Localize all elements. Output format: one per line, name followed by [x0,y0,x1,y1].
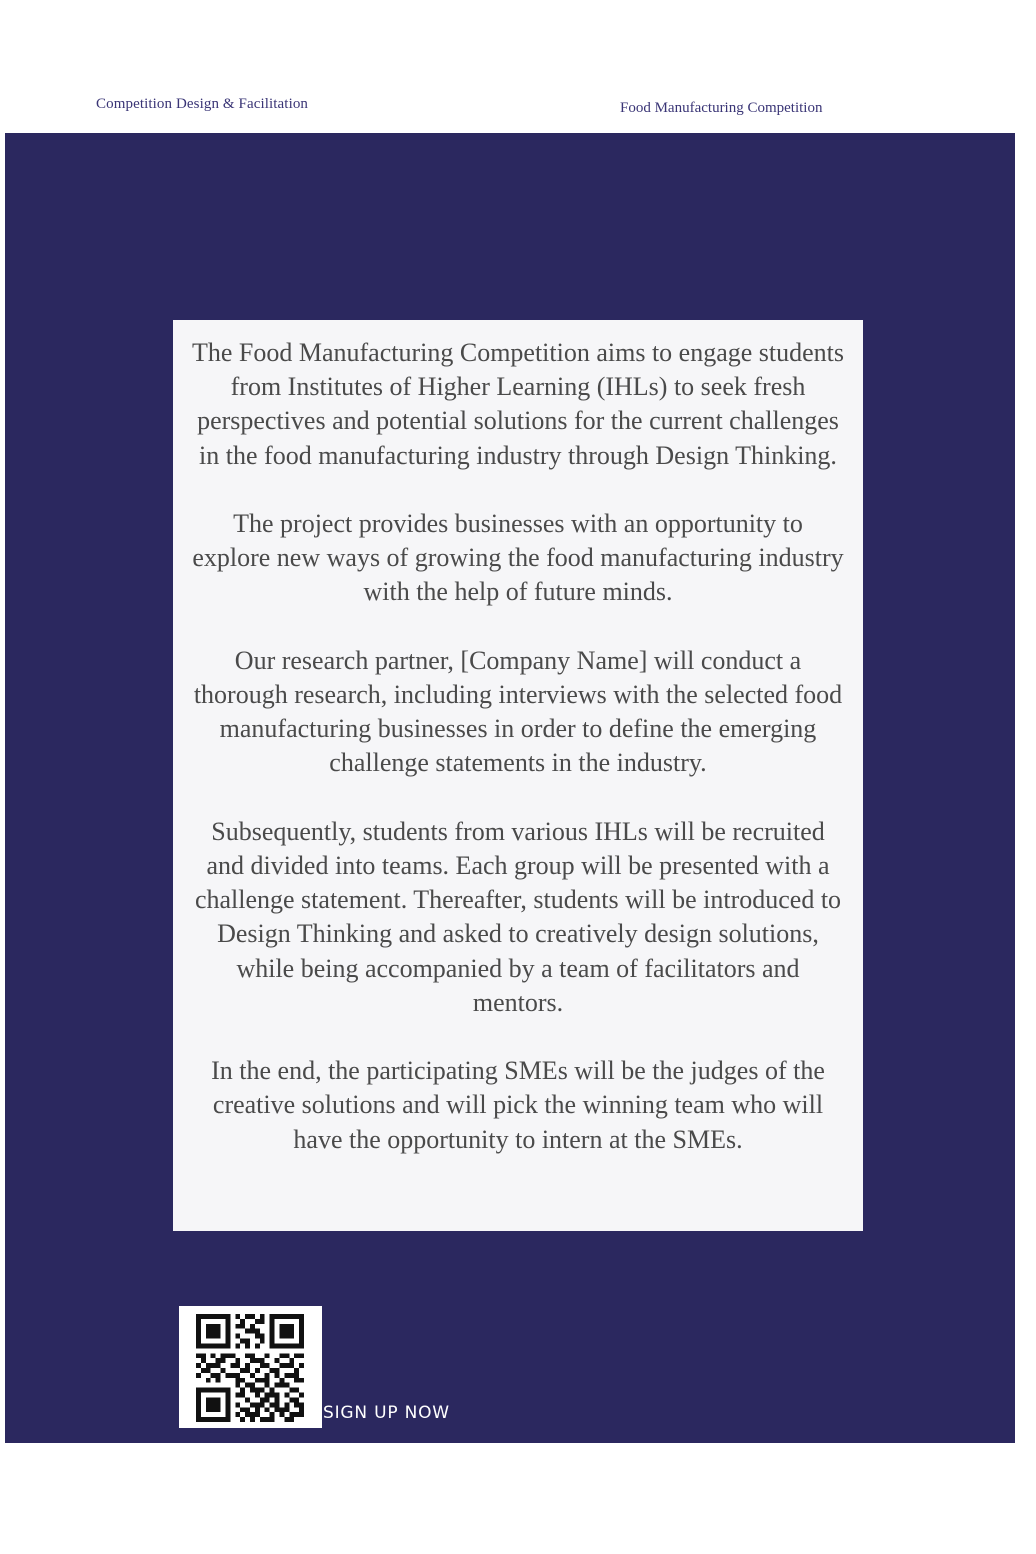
sign-up-now-link[interactable]: SIGN UP NOW [323,1403,450,1423]
paragraph-intro: The Food Manufacturing Competition aims to engage students from Institutes of Higher Learning (IHLs) to seek fresh perspectives and potential solutions for the current challenges in the food manufacturing industry through Design Thinking. [191,338,845,470]
paragraph-outcome: In the end, the participating SMEs will be the judges of the creative solutions and will pick the winning team who will have the opportunity to intern at the SMEs. [211,1056,825,1154]
qr-code-icon [195,1314,305,1422]
paragraph-research: Our research partner, [Company Name] will conduct a thorough research, including interviews with the selected food manufacturing businesses in order to define the emerging challenge statements in the industry. [193,645,843,778]
description-card [173,320,863,1231]
paragraph-process: Subsequently, students from various IHLs will be recruited and divided into teams. Each group will be presented with a challenge statement. Thereafter, students will be introduced to Design Thinking and asked to creatively design solutions, while being accompanied by a team of facilitators and mentors. [194,816,842,1017]
header-left-title: Competition Design & Facilitation [96,96,309,112]
paragraph-opportunity: The project provides businesses with an opportunity to explore new ways of growing the food manufacturing industry with the help of future minds. [192,509,844,607]
qr-code[interactable] [179,1306,322,1428]
header-right-title: Food Manufacturing Competition [620,100,823,116]
